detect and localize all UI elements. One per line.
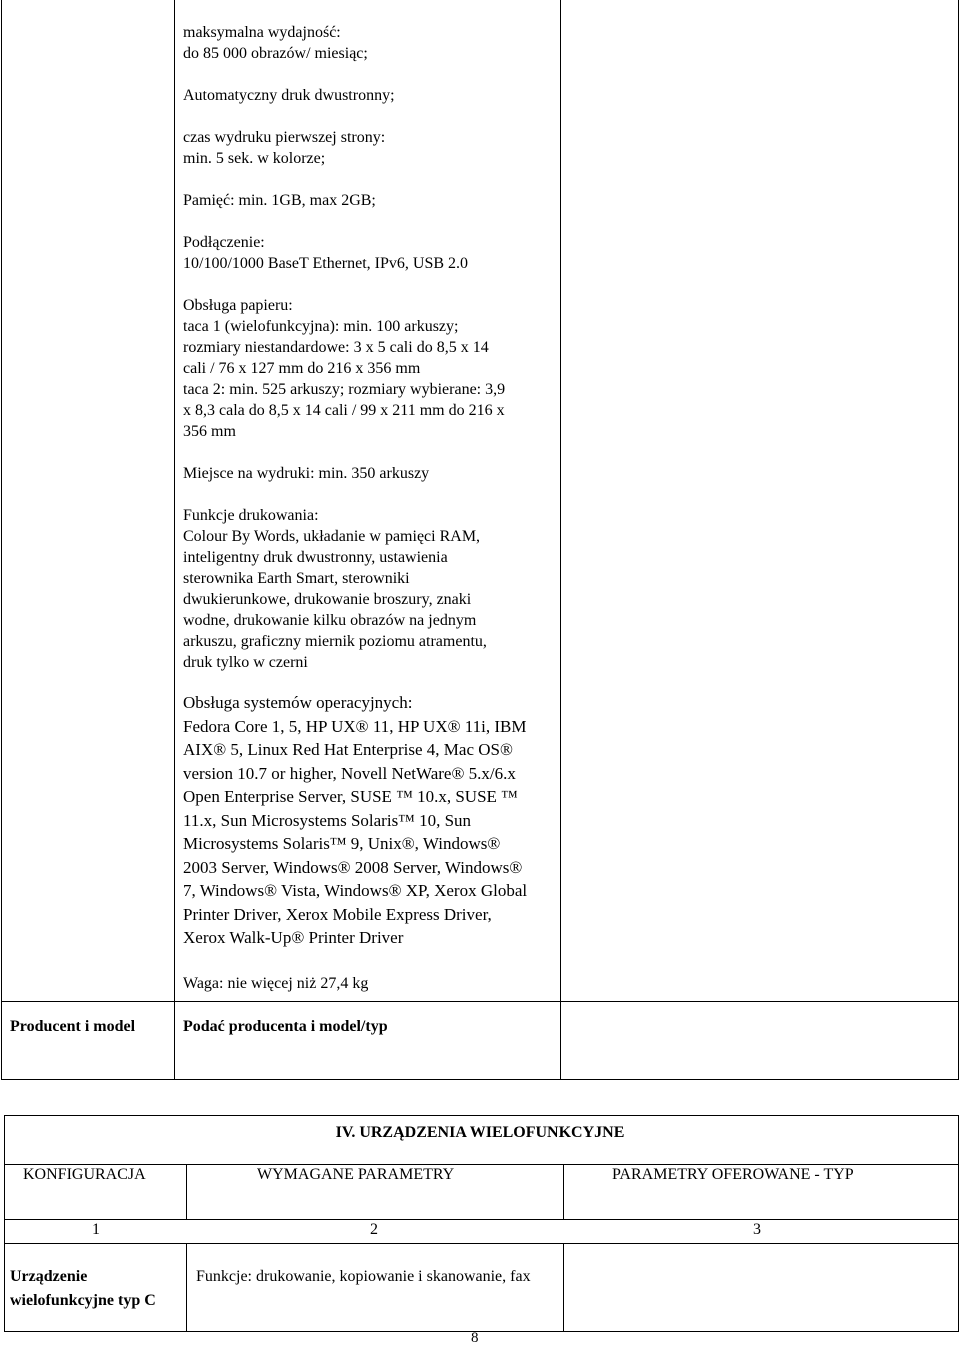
spec-line: maksymalna wydajność: [183,24,341,41]
producer-label: Producent i model [10,1018,136,1035]
os-support-line: Xerox Walk-Up® Printer Driver [183,928,404,947]
spec-line: inteligentny druk dwustronny, ustawienia [183,549,448,566]
lower-table-number-divider [4,1243,959,1244]
column-number-1: 1 [92,1221,100,1238]
spec-line: Automatyczny druk dwustronny; [183,87,395,104]
lower-table-header-col-divider-1 [186,1164,187,1220]
section-title: IV. URZĄDZENIA WIELOFUNKCYJNE [335,1124,625,1141]
spec-line: Miejsce na wydruki: min. 350 arkuszy [183,465,430,482]
lower-table-right-border [958,1115,959,1332]
spec-line: do 85 000 obrazów/ miesiąc; [183,45,368,62]
header-offered-parameters: PARAMETRY OFEROWANE - TYP [612,1166,854,1183]
device-name: Urządzenie wielofunkcyjne typ C [10,1268,156,1309]
spec-line: x 8,3 cala do 8,5 x 14 cali / 99 x 211 mm do 216 x [183,402,505,419]
spec-line: arkuszu, graficzny miernik poziomu atramentu, [183,633,487,650]
upper-table-bottom-border [1,1079,959,1080]
os-support-line: 7, Windows® Vista, Windows® XP, Xerox Global [183,881,528,900]
weight-spec: Waga: nie więcej niż 27,4 kg [183,975,369,992]
spec-line: czas wydruku pierwszej strony: [183,129,386,146]
upper-table-left-border [1,0,2,1080]
spec-blank-line [183,106,505,127]
header-configuration: KONFIGURACJA [23,1166,146,1183]
spec-line: wodne, drukowanie kilku obrazów na jednym [183,612,477,629]
os-support-heading: Obsługa systemów operacyjnych: [183,693,413,712]
lower-table-title-divider [4,1164,959,1165]
os-support-line: 2003 Server, Windows® 2008 Server, Windows® [183,857,523,877]
spec-line: sterownika Earth Smart, sterowniki [183,570,410,587]
os-support-line: version 10.7 or higher, Novell NetWare® 5.x/6.x [183,763,516,783]
upper-table-row-divider [1,1001,959,1002]
spec-blank-line [183,169,505,190]
spec-blank-line [183,442,505,463]
header-required-parameters: WYMAGANE PARAMETRY [257,1166,455,1183]
spec-blank-line [183,274,505,295]
lower-table-header-divider [4,1219,959,1220]
upper-table-col2-border [560,0,561,1080]
os-support-line: Open Enterprise Server, SUSE ™ 10.x, SUSE ™ [183,787,518,806]
spec-line: 356 mm [183,423,236,440]
os-support-line: Microsystems Solaris™ 9, Unix®, Windows® [183,834,501,853]
os-support-line: Printer Driver, Xerox Mobile Express Driver, [183,904,492,924]
spec-paragraphs [183,22,505,673]
spec-line: taca 2: min. 525 arkuszy; rozmiary wybierane: 3,9 [183,381,506,398]
lower-table-header-col-divider-2 [563,1164,564,1220]
os-support-line: Fedora Core 1, 5, HP UX® 11, HP UX® 11i, IBM [183,716,527,736]
upper-table-col1-border [174,0,175,1080]
lower-table-body-col-divider-2 [563,1243,564,1332]
os-support-line: 11.x, Sun Microsystems Solaris™ 10, Sun [183,810,472,830]
os-support-block [183,691,527,950]
lower-table-top-border [4,1115,959,1116]
spec-line: min. 5 sek. w kolorze; [183,150,326,167]
spec-line: rozmiary niestandardowe: 3 x 5 cali do 8,5 x 14 [183,339,489,356]
upper-table-right-border [958,0,959,1080]
column-number-2: 2 [370,1221,378,1238]
spec-line: cali / 76 x 127 mm do 216 x 356 mm [183,360,421,377]
spec-line: Pamięć: min. 1GB, max 2GB; [183,192,376,209]
producer-value: Podać producenta i model/typ [183,1018,388,1035]
spec-line: druk tylko w czerni [183,654,308,671]
spec-line: Podłączenie: [183,234,265,251]
os-support-line: AIX® 5, Linux Red Hat Enterprise 4, Mac OS® [183,740,513,759]
column-number-3: 3 [753,1221,761,1238]
spec-line: Obsługa papieru: [183,297,293,314]
spec-blank-line [183,211,505,232]
spec-line: Colour By Words, układanie w pamięci RAM, [183,528,481,545]
spec-blank-line [183,64,505,85]
lower-table-left-border [4,1115,5,1332]
device-functions: Funkcje: drukowanie, kopiowanie i skanowanie, fax [196,1268,531,1285]
spec-blank-line [183,484,505,505]
spec-line: 10/100/1000 BaseT Ethernet, IPv6, USB 2.0 [183,255,469,272]
spec-line: dwukierunkowe, drukowanie broszury, znaki [183,591,472,608]
page-number: 8 [471,1330,479,1346]
spec-line: taca 1 (wielofunkcyjna): min. 100 arkuszy; [183,318,459,335]
spec-line: Funkcje drukowania: [183,507,319,524]
lower-table-bottom-border [4,1331,959,1332]
